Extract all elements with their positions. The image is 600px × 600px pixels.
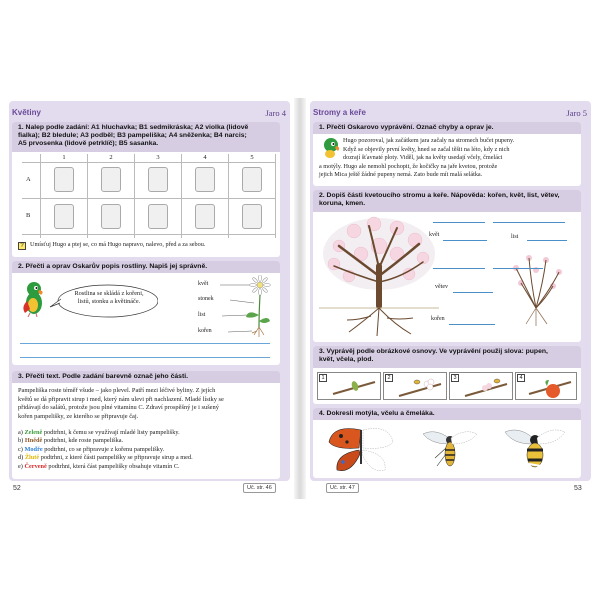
bee-half-icon — [415, 424, 485, 476]
fruit-icon — [527, 374, 575, 400]
right-ex1-title: 1. Přečti Oskarovo vyprávění. Označ chyby a oprav je. — [313, 122, 581, 134]
dandelion-text-line: květů se dá připravit sirup i med, který nám ulevi při nachlazení. Mladé lístky se — [18, 395, 224, 403]
sticker-slot[interactable] — [54, 204, 74, 229]
right-ex2-title-line: koruna, kmen. — [319, 200, 366, 207]
right-ex1 — [313, 122, 581, 186]
left-ex3 — [12, 371, 280, 479]
bubble-line: Rostlina se skládá z kořeni, — [74, 290, 144, 297]
answer-line[interactable] — [20, 357, 270, 358]
bumblebee-half-icon — [497, 424, 575, 476]
right-ex3-title-line: 3. Vyprávěj podle obrázkové osnovy. Ve vyprávění použij slova: pupen, — [319, 348, 548, 355]
left-ex3-title: 3. Přečti text. Podle zadání barevně označ jeho části. — [12, 371, 280, 383]
sticker-slot[interactable] — [54, 167, 74, 192]
answer-line[interactable] — [493, 222, 565, 223]
left-ex2-title: 2. Přečti a oprav Oskarův popis rostliny. Napiš jej správně. — [12, 261, 280, 273]
left-ex1 — [12, 122, 280, 257]
color-task: e) Červeně podtrhni, která část pampelišky obsahuje vitamín C. — [18, 462, 180, 470]
blooming-tree-illustration — [319, 216, 439, 338]
tree-label-branch: větev — [435, 284, 448, 290]
right-ex3-title — [313, 346, 581, 368]
bee-blossom-icon — [463, 374, 511, 400]
left-textbook-ref: Uč. str. 46 — [243, 483, 276, 493]
answer-line[interactable] — [20, 343, 270, 344]
sticker-slot[interactable] — [148, 204, 168, 229]
grid-row-label: B — [26, 212, 31, 219]
dandelion-text-line: přidávají do salátů, protože jsou plné vitamínu C. Zdraví prospěšný je i sušený — [18, 404, 219, 412]
tree-label-flower: květ — [429, 232, 440, 238]
right-header-season: Jaro 5 — [566, 108, 587, 118]
blooming-shrub-illustration — [501, 248, 571, 328]
hugo-story — [319, 137, 577, 180]
sticker-grid — [22, 154, 276, 234]
step-number: 2 — [385, 374, 393, 382]
color-task-list — [18, 429, 278, 471]
right-ex2-title — [313, 190, 581, 212]
right-ex3-title-line: květ, včela, plod. — [319, 356, 374, 363]
left-ex1-title-line: A5 prvosenka (lidově petrklíč); B5 sasanka. — [18, 140, 159, 147]
sticker-slot[interactable] — [195, 204, 215, 229]
plant-label-flower: květ — [198, 281, 209, 287]
sticker-slot[interactable] — [242, 204, 262, 229]
flower-bee-icon — [397, 374, 445, 400]
color-task: b) Hnědě podtrhni, kde roste pampeliška. — [18, 437, 124, 445]
bud-icon — [331, 376, 379, 398]
sticker-slot[interactable] — [101, 204, 121, 229]
step-number: 3 — [451, 374, 459, 382]
right-header — [313, 108, 587, 120]
color-task: d) Žlutě podtrhni, z které části pampelišky se připravuje sirup a med. — [18, 454, 193, 462]
dandelion-text-line: kořen pampelišky, ze kterého se připravuje čaj. — [18, 412, 139, 420]
answer-line[interactable] — [493, 268, 543, 269]
left-page-number: 52 — [13, 485, 21, 492]
answer-line[interactable] — [433, 268, 485, 269]
story-line: dozrají šťavnaté ploty. Viděl, jak na květy usedají včely, čmeláci — [343, 154, 503, 162]
answer-line[interactable] — [449, 324, 495, 325]
grid-row-label: A — [26, 176, 31, 183]
story-line: a motýly. Hugo ale nemohl pochopit, že kočičky na jaře kvetou, protože — [319, 162, 498, 170]
plant-diagram — [212, 275, 272, 339]
left-header-title: Květiny — [12, 108, 41, 117]
answer-line[interactable] — [453, 292, 493, 293]
right-ex2-title-line: 2. Dopiš části kvetoucího stromu a keře. Nápověda: kořen, květ, list, větev, — [319, 192, 560, 199]
speech-bubble-text — [66, 290, 152, 306]
book-gutter — [294, 98, 306, 499]
color-task: a) Zeleně podtrhni, k čemu se využívají mladé listy pampelišky. — [18, 429, 180, 436]
sticker-slot[interactable] — [242, 167, 262, 192]
tree-label-root: kořen — [431, 316, 445, 322]
right-textbook-ref: Uč. str. 47 — [326, 483, 359, 493]
step-number: 4 — [517, 374, 525, 382]
butterfly-half-icon — [323, 424, 399, 476]
story-line: Hugo pozoroval, jak začátkem jara začaly na stromech bučet pupeny. — [343, 137, 515, 144]
left-ex1-title-line: 1. Nalep podle zadání: A1 hluchavka; B1 sedmikráska; A2 violka (lidově — [18, 124, 249, 131]
right-ex2 — [313, 190, 581, 342]
grid-col-label: 1 — [62, 154, 66, 161]
shrub-label-leaf: list — [511, 234, 519, 240]
grid-col-label: 5 — [250, 154, 254, 161]
sticker-slot[interactable] — [148, 167, 168, 192]
story-line: jejich Mica ještě žádné pupeny nemá. Zato bude mít malá selátka. — [319, 171, 483, 179]
left-header — [12, 108, 286, 120]
grid-col-label: 2 — [109, 154, 113, 161]
grid-col-label: 4 — [203, 154, 207, 161]
sticker-slot[interactable] — [101, 167, 121, 192]
left-ex1-title-line: fialka); B2 bledule; A3 podběl; B3 pampeliška; A4 sněženka; B4 narcis; — [18, 132, 247, 139]
answer-line[interactable] — [527, 240, 567, 241]
color-task: c) Modře podtrhni, co se připravuje z kořenu pampelišky. — [18, 445, 165, 453]
plant-label-leaf: list — [198, 312, 206, 318]
step-number: 1 — [319, 374, 327, 382]
plant-label-root: kořen — [198, 328, 212, 334]
plant-label-stem: stonek — [198, 296, 214, 302]
right-ex4-title: 4. Dokresli motýla, včelu a čmeláka. — [313, 408, 581, 420]
left-ex2 — [12, 261, 280, 365]
right-header-title: Stromy a keře — [313, 108, 366, 117]
bubble-line: listů, stonku a květináče. — [77, 298, 141, 305]
answer-line[interactable] — [433, 222, 485, 223]
dandelion-text — [18, 387, 276, 421]
sticker-slot[interactable] — [195, 167, 215, 192]
right-ex4 — [313, 408, 581, 478]
right-page — [306, 98, 595, 499]
story-line: Když se objevily první květy, hned se začal těšit na léto, kdy z nich — [343, 145, 510, 153]
dandelion-text-line: Pampeliška roste téměř všude – jako plevel. Patří mezi léčivé byliny. Z jejích — [18, 387, 216, 394]
grid-col-label: 3 — [156, 154, 160, 161]
left-page — [5, 98, 294, 499]
question-icon: ? — [18, 242, 26, 250]
parrot-oskar-icon — [20, 279, 48, 317]
answer-line[interactable] — [443, 240, 487, 241]
left-ex1-title — [12, 122, 280, 152]
right-page-number: 53 — [574, 485, 582, 492]
right-ex3 — [313, 346, 581, 404]
left-header-season: Jaro 4 — [265, 108, 286, 118]
left-ex1-note: Umísťuj Hugo a ptej se, co má Hugo napravo, nalevo, před a za sebou. — [30, 241, 206, 248]
